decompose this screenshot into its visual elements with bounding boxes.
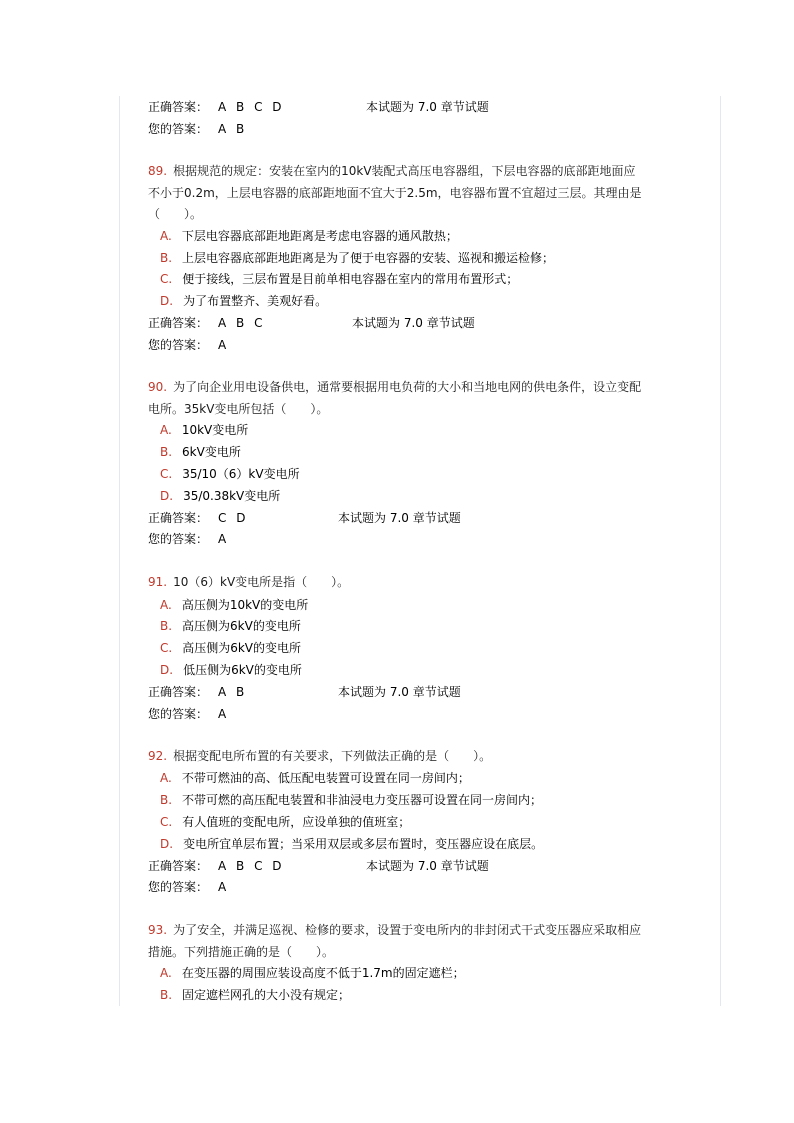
option-letter: C.: [160, 641, 173, 655]
option-text: 变电所宜单层布置；当采用双层或多层布置时，变压器应设在底层。: [183, 837, 544, 851]
question-89-correct-answer: [148, 315, 475, 331]
option-letter: C.: [160, 467, 173, 481]
question-meta: 本试题为 7.0 章节试题: [366, 859, 489, 873]
question-text: 10（6）kV变电所是指（ ）。: [173, 575, 350, 589]
option-text: 10kV变电所: [181, 423, 249, 437]
option-letter: D.: [160, 294, 174, 308]
option-text: 便于接线，三层布置是目前单相电容器在室内的常用布置形式；: [182, 272, 519, 286]
correct-answer-value: A B C D: [218, 100, 285, 114]
your-answer-label: 您的答案：: [148, 532, 209, 546]
question-91-option-d: [160, 662, 302, 678]
correct-answer-label: 正确答案：: [148, 511, 209, 525]
question-90-correct-answer: [148, 510, 461, 526]
question-90-option-d: [160, 488, 280, 504]
option-letter: B.: [160, 988, 173, 1002]
question-91-option-a: [160, 597, 308, 613]
correct-answer-label: 正确答案：: [148, 859, 209, 873]
option-letter: C.: [160, 272, 173, 286]
question-89-line-2: 不小于0.2m，上层电容器的底部距地面不宜大于2.5m，电容器布置不宜超过三层。其理由是: [148, 186, 642, 200]
option-letter: B.: [160, 251, 173, 265]
correct-answer-label: 正确答案：: [148, 100, 209, 114]
option-text: 高压侧为6kV的变电所: [182, 641, 301, 655]
your-answer-row: [148, 121, 247, 137]
question-89-option-d: [160, 293, 327, 309]
option-letter: A.: [160, 966, 172, 980]
question-text: 根据变配电所布置的有关要求，下列做法正确的是（ ）。: [173, 749, 492, 763]
question-92-option-a: [160, 770, 470, 786]
correct-answer-value: C D: [218, 511, 249, 525]
question-91-line-1: [148, 574, 349, 590]
question-meta: 本试题为 7.0 章节试题: [338, 685, 461, 699]
question-89-option-a: [160, 228, 458, 244]
question-number: 89.: [148, 164, 168, 178]
option-text: 为了布置整齐、美观好看。: [183, 294, 328, 308]
option-text: 35/10（6）kV变电所: [182, 467, 300, 481]
question-90-line-2: 电所。35kV变电所包括（ ）。: [148, 402, 329, 416]
your-answer-label: 您的答案：: [148, 122, 209, 136]
question-93-line-2: 措施。下列措施正确的是（ ）。: [148, 945, 335, 959]
option-letter: D.: [160, 489, 174, 503]
option-text: 不带可燃的高压配电装置和非油浸电力变压器可设置在同一房间内；: [182, 793, 543, 807]
question-number: 92.: [148, 749, 168, 763]
option-letter: B.: [160, 445, 173, 459]
question-90-line-1: [148, 379, 641, 395]
question-89-line-3: （ ）。: [148, 207, 203, 221]
question-90-option-c: [160, 466, 300, 482]
option-letter: A.: [160, 423, 172, 437]
your-answer-label: 您的答案：: [148, 338, 209, 352]
option-letter: A.: [160, 229, 172, 243]
correct-answer-value: A B: [218, 685, 248, 699]
option-text: 上层电容器底部距地距离是为了便于电容器的安装、巡视和搬运检修；: [182, 251, 555, 265]
your-answer-value: A: [218, 880, 230, 894]
question-89-option-b: [160, 250, 554, 266]
question-text: 为了向企业用电设备供电，通常要根据用电负荷的大小和当地电网的供电条件，设立变配: [173, 380, 642, 394]
question-91-your-answer: [148, 706, 229, 722]
your-answer-value: A B: [218, 122, 248, 136]
option-text: 固定遮栏网孔的大小没有规定；: [182, 988, 351, 1002]
question-92-option-c: [160, 814, 410, 830]
your-answer-value: A: [218, 707, 230, 721]
your-answer-value: A: [218, 338, 230, 352]
question-89-option-c: [160, 271, 518, 287]
question-number: 93.: [148, 923, 168, 937]
correct-answer-label: 正确答案：: [148, 316, 209, 330]
question-92-option-b: [160, 792, 542, 808]
question-93-option-a: [160, 965, 465, 981]
option-letter: A.: [160, 771, 172, 785]
your-answer-label: 您的答案：: [148, 707, 209, 721]
correct-answer-row: [148, 99, 489, 115]
correct-answer-value: A B C D: [218, 859, 285, 873]
question-89-your-answer: [148, 337, 229, 353]
your-answer-value: A: [218, 532, 230, 546]
option-text: 低压侧为6kV的变电所: [183, 663, 302, 677]
option-letter: D.: [160, 837, 174, 851]
option-letter: B.: [160, 619, 173, 633]
option-text: 下层电容器底部距地距离是考虑电容器的通风散热；: [181, 229, 458, 243]
question-meta: 本试题为 7.0 章节试题: [338, 511, 461, 525]
option-text: 在变压器的周围应装设高度不低于1.7m的固定遮栏；: [181, 966, 465, 980]
question-92-option-d: [160, 836, 543, 852]
question-number: 90.: [148, 380, 168, 394]
option-letter: C.: [160, 815, 173, 829]
question-91-option-c: [160, 640, 301, 656]
question-89-line-1: [148, 163, 636, 179]
question-92-line-1: [148, 748, 491, 764]
question-90-option-a: [160, 422, 248, 438]
question-93-option-b: [160, 987, 350, 1003]
option-text: 6kV变电所: [182, 445, 241, 459]
question-meta: 本试题为 7.0 章节试题: [366, 100, 489, 114]
correct-answer-value: A B C: [218, 316, 266, 330]
question-93-line-1: [148, 922, 641, 938]
question-meta: 本试题为 7.0 章节试题: [352, 316, 475, 330]
question-91-option-b: [160, 618, 301, 634]
question-90-option-b: [160, 444, 241, 460]
option-text: 不带可燃油的高、低压配电装置可设置在同一房间内；: [181, 771, 470, 785]
correct-answer-label: 正确答案：: [148, 685, 209, 699]
question-92-your-answer: [148, 879, 229, 895]
question-text: 为了安全，并满足巡视、检修的要求，设置于变电所内的非封闭式干式变压器应采取相应: [173, 923, 642, 937]
option-letter: B.: [160, 793, 173, 807]
question-92-correct-answer: [148, 858, 489, 874]
option-text: 有人值班的变配电所，应设单独的值班室；: [182, 815, 411, 829]
option-text: 35/0.38kV变电所: [183, 489, 281, 503]
option-letter: D.: [160, 663, 174, 677]
option-text: 高压侧为10kV的变电所: [181, 598, 309, 612]
question-91-correct-answer: [148, 684, 461, 700]
question-90-your-answer: [148, 531, 229, 547]
question-number: 91.: [148, 575, 168, 589]
option-text: 高压侧为6kV的变电所: [182, 619, 301, 633]
your-answer-label: 您的答案：: [148, 880, 209, 894]
question-text: 根据规范的规定：安装在室内的10kV装配式高压电容器组，下层电容器的底部距地面应: [173, 164, 636, 178]
option-letter: A.: [160, 598, 172, 612]
